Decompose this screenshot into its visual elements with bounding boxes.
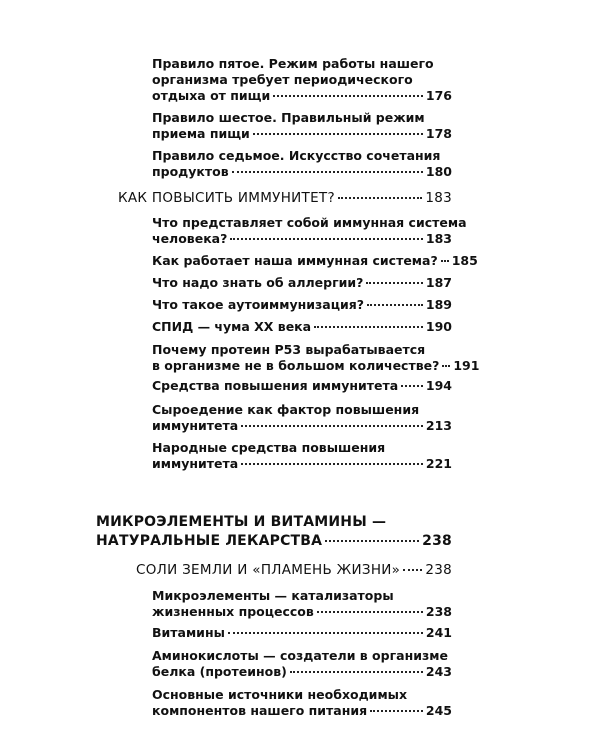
toc-page-number: 194 bbox=[425, 378, 452, 393]
toc-page-number: 241 bbox=[425, 625, 452, 640]
toc-entry-text: Сыроедение как фактор повышения bbox=[152, 402, 420, 417]
toc-entry bbox=[152, 342, 480, 374]
toc-entry bbox=[152, 378, 452, 394]
toc-entry-text: Правило седьмое. Искусство сочетания bbox=[152, 148, 441, 163]
toc-entry-text: в организме не в большом количестве? bbox=[152, 358, 440, 373]
toc-page-number: 213 bbox=[425, 418, 452, 433]
toc-entry-text: иммунитета bbox=[152, 418, 239, 433]
toc-chapter-title: СОЛИ ЗЕМЛИ И «ПЛАМЕНЬ ЖИЗНИ» bbox=[136, 562, 401, 578]
dot-leader bbox=[367, 304, 423, 306]
dot-leader bbox=[253, 133, 423, 135]
dot-leader bbox=[366, 282, 423, 284]
toc-entry-text: Средства повышения иммунитета bbox=[152, 378, 399, 393]
dot-leader bbox=[317, 611, 423, 613]
dot-leader bbox=[325, 540, 419, 542]
dot-leader bbox=[370, 710, 423, 712]
toc-entry bbox=[152, 440, 452, 472]
toc-entry-text: Правило пятое. Режим работы нашего bbox=[152, 56, 434, 71]
toc-page-number: 176 bbox=[425, 88, 452, 103]
toc-entry bbox=[152, 402, 452, 434]
toc-entry-text: Народные средства повышения bbox=[152, 440, 386, 455]
toc-page-number: 189 bbox=[425, 297, 452, 312]
toc-entry-text: Что представляет собой иммунная система bbox=[152, 215, 467, 230]
dot-leader bbox=[241, 425, 423, 427]
dot-leader bbox=[273, 95, 423, 97]
toc-entry-text: СПИД — чума XX века bbox=[152, 319, 312, 334]
toc-entry bbox=[152, 253, 478, 269]
toc-entry-text: Витамины bbox=[152, 625, 225, 640]
toc-page-number: 178 bbox=[425, 126, 452, 141]
toc-page-number: 245 bbox=[425, 703, 452, 718]
toc-page-number: 190 bbox=[425, 319, 452, 334]
toc-chapter-title: КАК ПОВЫСИТЬ ИММУНИТЕТ? bbox=[118, 190, 335, 206]
toc-page-number: 243 bbox=[425, 664, 452, 679]
dot-leader bbox=[314, 326, 423, 328]
toc-entry-text: человека? bbox=[152, 231, 228, 246]
toc-entry-text: Основные источники необходимых bbox=[152, 687, 408, 702]
toc-entry-text: отдыха от пищи bbox=[152, 88, 271, 103]
toc-entry bbox=[152, 110, 452, 142]
dot-leader bbox=[241, 463, 423, 465]
toc-entry-text: Что такое аутоиммунизация? bbox=[152, 297, 365, 312]
toc-entry-text: белка (протеинов) bbox=[152, 664, 287, 679]
toc-page-number: 191 bbox=[453, 358, 480, 373]
dot-leader bbox=[403, 569, 422, 571]
dot-leader bbox=[290, 671, 423, 673]
toc-entry-text: организма требует периодического bbox=[152, 72, 413, 87]
toc-entry bbox=[152, 56, 452, 104]
toc-entry-text: приема пищи bbox=[152, 126, 250, 141]
dot-leader bbox=[401, 385, 423, 387]
toc-entry-text: Как работает наша иммунная система? bbox=[152, 253, 438, 268]
dot-leader bbox=[442, 365, 450, 367]
toc-page-number: 180 bbox=[425, 164, 452, 179]
toc-part-entry bbox=[96, 513, 452, 551]
toc-page-number: 183 bbox=[425, 231, 452, 246]
dot-leader bbox=[441, 260, 449, 262]
toc-entry bbox=[152, 648, 452, 680]
toc-entry bbox=[152, 215, 467, 247]
toc-page-number: 221 bbox=[425, 456, 452, 471]
toc-part-title: НАТУРАЛЬНЫЕ ЛЕКАРСТВА bbox=[96, 533, 323, 549]
toc-entry bbox=[152, 319, 452, 335]
toc-entry-text: Почему протеин Р53 вырабатывается bbox=[152, 342, 426, 357]
toc-entry bbox=[152, 148, 452, 180]
toc-entry bbox=[152, 275, 452, 291]
toc-page-number: 238 bbox=[425, 604, 452, 619]
toc-chapter-entry bbox=[118, 189, 452, 207]
toc-page-number: 185 bbox=[451, 253, 478, 268]
toc-entry bbox=[152, 297, 452, 313]
toc-entry-text: жизненных процессов bbox=[152, 604, 314, 619]
toc-entry-text: компонентов нашего питания bbox=[152, 703, 368, 718]
toc-page-number: 238 bbox=[422, 533, 452, 549]
toc-entry-text: продуктов bbox=[152, 164, 229, 179]
toc-page-number: 238 bbox=[425, 562, 452, 578]
toc-chapter-entry bbox=[136, 561, 452, 579]
dot-leader bbox=[230, 238, 423, 240]
toc-part-title: МИКРОЭЛЕМЕНТЫ И ВИТАМИНЫ — bbox=[96, 514, 387, 530]
toc-entry-text: Аминокислоты — создатели в организме bbox=[152, 648, 448, 663]
dot-leader bbox=[228, 632, 423, 634]
toc-page-number: 187 bbox=[425, 275, 452, 290]
toc-entry-text: иммунитета bbox=[152, 456, 239, 471]
dot-leader bbox=[338, 197, 422, 199]
toc-entry bbox=[152, 588, 452, 620]
toc-entry bbox=[152, 625, 452, 641]
toc-entry-text: Правило шестое. Правильный режим bbox=[152, 110, 425, 125]
dot-leader bbox=[232, 171, 423, 173]
toc-entry bbox=[152, 687, 452, 719]
toc-entry-text: Микроэлементы — катализаторы bbox=[152, 588, 394, 603]
toc-page-number: 183 bbox=[425, 190, 452, 206]
toc-entry-text: Что надо знать об аллергии? bbox=[152, 275, 364, 290]
